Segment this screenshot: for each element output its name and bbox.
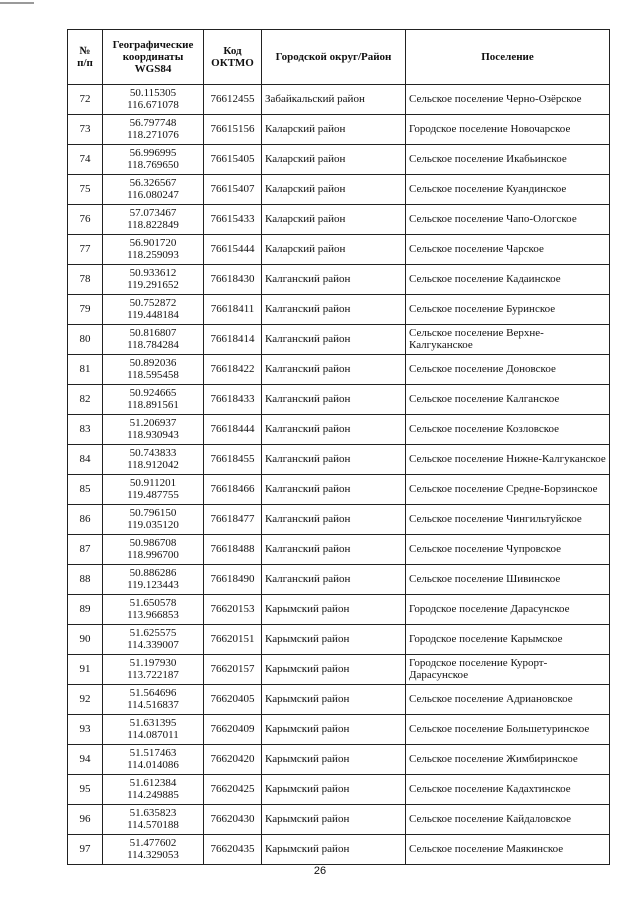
row-longitude: 114.249885 <box>127 788 179 801</box>
row-coordinates <box>103 625 204 655</box>
row-district: Калганский район <box>262 415 406 445</box>
row-settlement: Сельское поселение Буринское <box>406 295 610 325</box>
table-row <box>68 235 610 265</box>
table-row <box>68 145 610 175</box>
table-header-row <box>68 30 610 85</box>
row-settlement: Сельское поселение Шивинское <box>406 565 610 595</box>
row-latitude: 50.924665 <box>129 387 177 399</box>
row-coordinates <box>103 115 204 145</box>
row-number: 92 <box>68 685 103 715</box>
row-oktmo-code: 76618455 <box>204 445 262 475</box>
table-row <box>68 445 610 475</box>
row-number: 76 <box>68 205 103 235</box>
row-longitude: 118.996700 <box>127 548 179 561</box>
row-latitude: 51.650578 <box>129 597 177 609</box>
row-district: Каларский район <box>262 235 406 265</box>
row-settlement: Сельское поселение Кадаинское <box>406 265 610 295</box>
row-longitude: 118.822849 <box>127 218 179 231</box>
row-oktmo-code: 76615407 <box>204 175 262 205</box>
row-number: 82 <box>68 385 103 415</box>
row-settlement: Сельское поселение Жимбиринское <box>406 745 610 775</box>
row-oktmo-code: 76620157 <box>204 655 262 685</box>
row-number: 87 <box>68 535 103 565</box>
row-number: 90 <box>68 625 103 655</box>
row-longitude: 119.487755 <box>127 488 179 501</box>
row-longitude: 113.966853 <box>127 608 179 621</box>
row-number: 86 <box>68 505 103 535</box>
row-coordinates <box>103 385 204 415</box>
row-number: 80 <box>68 325 103 355</box>
table-row <box>68 715 610 745</box>
row-longitude: 118.769650 <box>127 158 179 171</box>
row-number: 95 <box>68 775 103 805</box>
row-number: 91 <box>68 655 103 685</box>
row-number: 85 <box>68 475 103 505</box>
row-oktmo-code: 76615405 <box>204 145 262 175</box>
row-longitude: 119.035120 <box>127 518 179 531</box>
table-row <box>68 385 610 415</box>
row-settlement: Сельское поселение Козловское <box>406 415 610 445</box>
row-coordinates <box>103 715 204 745</box>
row-latitude: 50.892036 <box>129 357 177 369</box>
row-oktmo-code: 76615444 <box>204 235 262 265</box>
row-district: Карымский район <box>262 805 406 835</box>
row-coordinates <box>103 145 204 175</box>
row-district: Карымский район <box>262 625 406 655</box>
row-longitude: 113.722187 <box>127 668 179 681</box>
row-latitude: 50.752872 <box>129 297 177 309</box>
row-oktmo-code: 76618444 <box>204 415 262 445</box>
table-row <box>68 475 610 505</box>
row-longitude: 118.271076 <box>127 128 179 141</box>
row-settlement: Сельское поселение Маякинское <box>406 835 610 865</box>
row-district: Калганский район <box>262 385 406 415</box>
row-district: Каларский район <box>262 145 406 175</box>
header-settlement: Поселение <box>406 30 610 85</box>
row-oktmo-code: 76620425 <box>204 775 262 805</box>
row-number: 81 <box>68 355 103 385</box>
row-longitude: 114.339007 <box>127 638 179 651</box>
row-settlement: Городское поселение Дарасунское <box>406 595 610 625</box>
row-longitude: 118.912042 <box>127 458 179 471</box>
row-latitude: 50.816807 <box>129 327 177 339</box>
row-number: 74 <box>68 145 103 175</box>
row-latitude: 51.197930 <box>129 657 177 669</box>
row-latitude: 56.797748 <box>129 117 177 129</box>
row-oktmo-code: 76618466 <box>204 475 262 505</box>
row-coordinates <box>103 745 204 775</box>
row-latitude: 50.886286 <box>129 567 177 579</box>
row-coordinates <box>103 835 204 865</box>
row-district: Карымский район <box>262 685 406 715</box>
row-latitude: 51.612384 <box>129 777 177 789</box>
table-row <box>68 325 610 355</box>
row-district: Карымский район <box>262 715 406 745</box>
row-latitude: 50.986708 <box>129 537 177 549</box>
row-oktmo-code: 76612455 <box>204 85 262 115</box>
row-longitude: 116.671078 <box>127 98 179 111</box>
row-latitude: 51.564696 <box>129 687 177 699</box>
row-number: 97 <box>68 835 103 865</box>
table-row <box>68 355 610 385</box>
row-number: 73 <box>68 115 103 145</box>
row-oktmo-code: 76620409 <box>204 715 262 745</box>
row-oktmo-code: 76620430 <box>204 805 262 835</box>
row-number: 79 <box>68 295 103 325</box>
row-coordinates <box>103 805 204 835</box>
row-latitude: 50.933612 <box>129 267 177 279</box>
row-longitude: 116.080247 <box>127 188 179 201</box>
row-district: Калганский район <box>262 295 406 325</box>
row-longitude: 118.930943 <box>127 428 179 441</box>
row-coordinates <box>103 505 204 535</box>
row-latitude: 50.743833 <box>129 447 177 459</box>
row-coordinates <box>103 775 204 805</box>
row-coordinates <box>103 475 204 505</box>
row-coordinates <box>103 655 204 685</box>
row-district: Калганский район <box>262 505 406 535</box>
corner-mark <box>0 2 34 4</box>
header-coords: Географические координаты WGS84 <box>103 30 204 85</box>
table-row <box>68 115 610 145</box>
row-oktmo-code: 76620151 <box>204 625 262 655</box>
table-row <box>68 625 610 655</box>
row-settlement: Сельское поселение Кадахтинское <box>406 775 610 805</box>
table-row <box>68 535 610 565</box>
row-coordinates <box>103 355 204 385</box>
table-row <box>68 505 610 535</box>
row-district: Забайкальский район <box>262 85 406 115</box>
row-number: 93 <box>68 715 103 745</box>
row-latitude: 51.206937 <box>129 417 177 429</box>
row-settlement: Городское поселение Карымское <box>406 625 610 655</box>
table-row <box>68 655 610 685</box>
row-district: Калганский район <box>262 475 406 505</box>
table-row <box>68 415 610 445</box>
row-district: Калганский район <box>262 265 406 295</box>
row-coordinates <box>103 535 204 565</box>
row-oktmo-code: 76620153 <box>204 595 262 625</box>
row-number: 88 <box>68 565 103 595</box>
row-district: Калганский район <box>262 355 406 385</box>
row-longitude: 119.123443 <box>127 578 179 591</box>
table-row <box>68 745 610 775</box>
row-coordinates <box>103 85 204 115</box>
table-row <box>68 85 610 115</box>
row-settlement: Сельское поселение Кайдаловское <box>406 805 610 835</box>
row-oktmo-code: 76618477 <box>204 505 262 535</box>
row-longitude: 118.259093 <box>127 248 179 261</box>
row-oktmo-code: 76618422 <box>204 355 262 385</box>
row-number: 84 <box>68 445 103 475</box>
row-district: Каларский район <box>262 115 406 145</box>
row-oktmo-code: 76618433 <box>204 385 262 415</box>
settlements-table <box>67 29 610 865</box>
row-latitude: 57.073467 <box>129 207 177 219</box>
row-coordinates <box>103 205 204 235</box>
row-settlement: Сельское поселение Черно-Озёрское <box>406 85 610 115</box>
row-settlement: Сельское поселение Калганское <box>406 385 610 415</box>
row-oktmo-code: 76615433 <box>204 205 262 235</box>
row-settlement: Сельское поселение Чапо-Ологское <box>406 205 610 235</box>
table-body <box>68 85 610 865</box>
page-number: 26 <box>313 865 327 877</box>
row-settlement: Сельское поселение Доновское <box>406 355 610 385</box>
row-number: 96 <box>68 805 103 835</box>
table-row <box>68 775 610 805</box>
row-number: 77 <box>68 235 103 265</box>
row-coordinates <box>103 595 204 625</box>
row-settlement: Городское поселение Курорт-Дарасунское <box>406 655 610 685</box>
table-row <box>68 805 610 835</box>
table-row <box>68 595 610 625</box>
row-longitude: 114.014086 <box>127 758 179 771</box>
row-longitude: 114.329053 <box>127 848 179 861</box>
row-coordinates <box>103 445 204 475</box>
row-longitude: 119.291652 <box>127 278 179 291</box>
row-number: 78 <box>68 265 103 295</box>
row-number: 72 <box>68 85 103 115</box>
row-oktmo-code: 76620435 <box>204 835 262 865</box>
row-coordinates <box>103 235 204 265</box>
row-latitude: 51.477602 <box>129 837 177 849</box>
row-longitude: 118.595458 <box>127 368 179 381</box>
row-oktmo-code: 76618411 <box>204 295 262 325</box>
row-longitude: 119.448184 <box>127 308 179 321</box>
row-coordinates <box>103 325 204 355</box>
row-district: Калганский район <box>262 535 406 565</box>
row-latitude: 51.517463 <box>129 747 177 759</box>
row-settlement: Сельское поселение Чарское <box>406 235 610 265</box>
row-longitude: 118.891561 <box>127 398 179 411</box>
row-settlement: Сельское поселение Чупровское <box>406 535 610 565</box>
row-oktmo-code: 76620405 <box>204 685 262 715</box>
row-latitude: 51.625575 <box>129 627 177 639</box>
row-district: Калганский район <box>262 325 406 355</box>
row-coordinates <box>103 565 204 595</box>
row-coordinates <box>103 415 204 445</box>
row-longitude: 114.087011 <box>127 728 179 741</box>
row-number: 83 <box>68 415 103 445</box>
row-longitude: 114.516837 <box>127 698 179 711</box>
row-oktmo-code: 76618490 <box>204 565 262 595</box>
row-district: Карымский район <box>262 835 406 865</box>
row-number: 75 <box>68 175 103 205</box>
row-district: Карымский район <box>262 595 406 625</box>
row-oktmo-code: 76618430 <box>204 265 262 295</box>
header-district: Городской округ/Район <box>262 30 406 85</box>
row-settlement: Сельское поселение Нижне-Калгуканское <box>406 445 610 475</box>
row-district: Калганский район <box>262 445 406 475</box>
header-num: № п/п <box>68 30 103 85</box>
row-settlement: Городское поселение Новочарское <box>406 115 610 145</box>
row-latitude: 51.631395 <box>129 717 177 729</box>
row-district: Калганский район <box>262 565 406 595</box>
table-row <box>68 175 610 205</box>
row-settlement: Сельское поселение Чингильтуйское <box>406 505 610 535</box>
row-longitude: 118.784284 <box>127 338 179 351</box>
row-coordinates <box>103 175 204 205</box>
row-district: Каларский район <box>262 205 406 235</box>
row-latitude: 50.796150 <box>129 507 177 519</box>
row-district: Карымский район <box>262 655 406 685</box>
table-row <box>68 295 610 325</box>
table-row <box>68 835 610 865</box>
row-oktmo-code: 76618488 <box>204 535 262 565</box>
row-settlement: Сельское поселение Икабьинское <box>406 145 610 175</box>
row-oktmo-code: 76618414 <box>204 325 262 355</box>
row-settlement: Сельское поселение Средне-Борзинское <box>406 475 610 505</box>
row-latitude: 56.326567 <box>129 177 177 189</box>
row-coordinates <box>103 685 204 715</box>
row-settlement: Сельское поселение Куандинское <box>406 175 610 205</box>
row-district: Каларский район <box>262 175 406 205</box>
header-code: Код ОКТМО <box>204 30 262 85</box>
table-row <box>68 685 610 715</box>
row-number: 94 <box>68 745 103 775</box>
row-longitude: 114.570188 <box>127 818 179 831</box>
table-row <box>68 205 610 235</box>
row-coordinates <box>103 265 204 295</box>
row-number: 89 <box>68 595 103 625</box>
row-district: Карымский район <box>262 745 406 775</box>
row-latitude: 50.115305 <box>129 87 177 99</box>
row-latitude: 56.996995 <box>129 147 177 159</box>
row-settlement: Сельское поселение Адриановское <box>406 685 610 715</box>
row-coordinates <box>103 295 204 325</box>
row-oktmo-code: 76620420 <box>204 745 262 775</box>
row-settlement: Сельское поселение Большетуринское <box>406 715 610 745</box>
table-row <box>68 565 610 595</box>
row-district: Карымский район <box>262 775 406 805</box>
row-latitude: 51.635823 <box>129 807 177 819</box>
row-latitude: 56.901720 <box>129 237 177 249</box>
row-latitude: 50.911201 <box>129 477 177 489</box>
row-settlement: Сельское поселение Верхне-Калгуканское <box>406 325 610 355</box>
row-oktmo-code: 76615156 <box>204 115 262 145</box>
table-row <box>68 265 610 295</box>
